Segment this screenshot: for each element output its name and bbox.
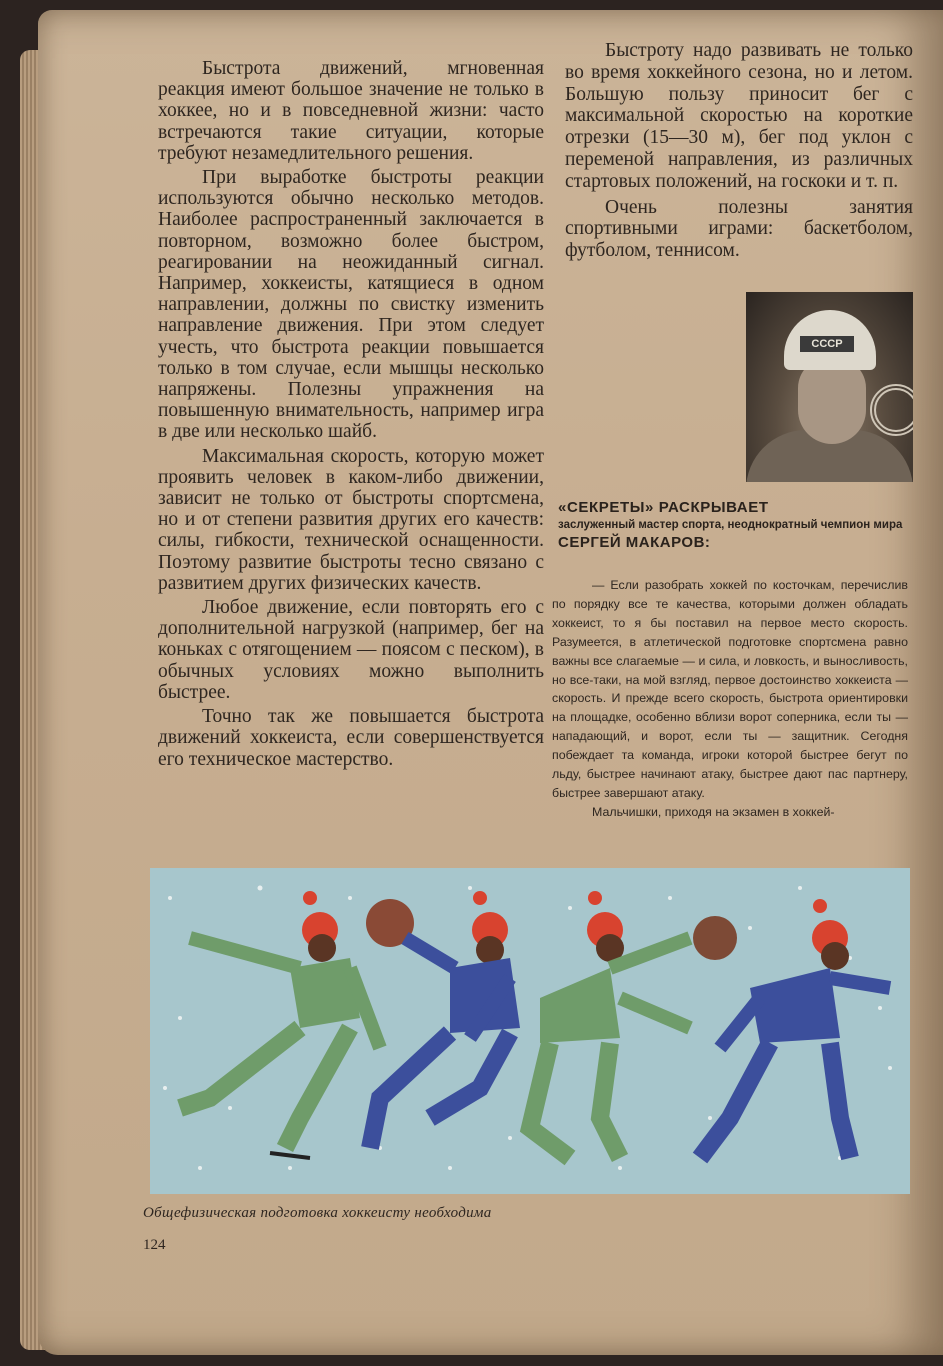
right-column	[565, 40, 913, 266]
paragraph: Очень полезны занятия спортивными играми: баскетболом, футболом, теннисом.	[565, 196, 913, 262]
paragraph: Быстроту надо развивать не только во время хоккейного сезона, но и летом. Большую пользу приносит бег с максимальной скоростью на короткие отрезки (15—30 м), бег под уклон с переменой направления, из различных стартовых положений, на госкоки и т. п.	[565, 40, 913, 192]
skater-blue-1	[366, 891, 520, 1148]
rings-emblem	[870, 384, 913, 436]
paragraph: Любое движение, если повторять его с дополнительной нагрузкой (например, бег на коньках с отягощением — поясом с песком), в обычных условиях можно выполнить быстрее.	[158, 597, 544, 703]
page-number: 124	[143, 1237, 166, 1253]
skaters-illustration	[150, 868, 910, 1194]
secrets-header	[558, 498, 908, 552]
interview-text	[552, 576, 908, 822]
helmet-text: СССР	[800, 336, 854, 352]
skaters-drawing	[150, 868, 910, 1194]
paragraph: Мальчишки, приходя на экзамен в хоккей-	[592, 804, 835, 819]
secrets-name: СЕРГЕЙ МАКАРОВ:	[558, 534, 711, 551]
portrait-photo	[746, 292, 913, 482]
paragraph: — Если разобрать хоккей по косточкам, перечислив по порядку все те качества, которыми должен обладать хоккеист, то я бы поставил на первое место скорость. Разумеется, в атлетической подготовке спортсмена равно важны все слагаемые — и сила, и ловкость, и выносливость, но все-таки, на мой взгляд, первое достоинство хоккеиста — скорость. И прежде всего скорость, быстрота ориентировки на площадке, особенно вблизи ворот соперника, если ты — нападающий, и ворот, если ты — защитник. Сегодня побеждает та команда, игроки которой быстрее бегут по льду, быстрее начинают атаку, быстрее дают пас партнеру, быстрее завершают атаку.	[552, 578, 908, 800]
illustration-caption: Общефизическая подготовка хоккеисту необходима	[143, 1205, 492, 1221]
paragraph: Максимальная скорость, которую может проявить человек в каком-либо движении, зависит не только от быстроты спортсмена, но и от степени развития других его качеств: силы, гибкости, технической оснащенности. Поэтому развитие быстроты тесно связано с развитием других физических качеств.	[158, 445, 544, 594]
secrets-heading: «СЕКРЕТЫ» РАСКРЫВАЕТ	[558, 499, 769, 516]
paragraph: Быстрота движений, мгновенная реакция имеют большое значение не только в хоккее, но и в повседневной жизни: часто встречаются такие ситуации, которые требуют незамедлительного решения.	[158, 58, 544, 164]
secrets-subtitle: заслуженный мастер спорта, неоднократный чемпион мира	[558, 519, 903, 531]
paragraph: Точно так же повышается быстрота движений хоккеиста, если совершенствуется его техническое мастерство.	[158, 706, 544, 770]
skater-green-1	[180, 891, 380, 1158]
photo-face	[798, 358, 866, 444]
left-column	[158, 58, 544, 773]
skater-green-2	[530, 891, 737, 1158]
paragraph: При выработке быстроты реакции используются обычно несколько методов. Наиболее распространенный заключается в повторном, возможно более быстром, реагировании на неожиданный сигнал. Например, хоккеисты, катящиеся в одном направлении, должны по свистку изменить направление движения. При этом следует учесть, что быстрота реакции повышается только в том случае, если мышцы несколько напряжены. Полезны упражнения на повышенную внимательность, например игра в две или несколько шайб.	[158, 167, 544, 443]
